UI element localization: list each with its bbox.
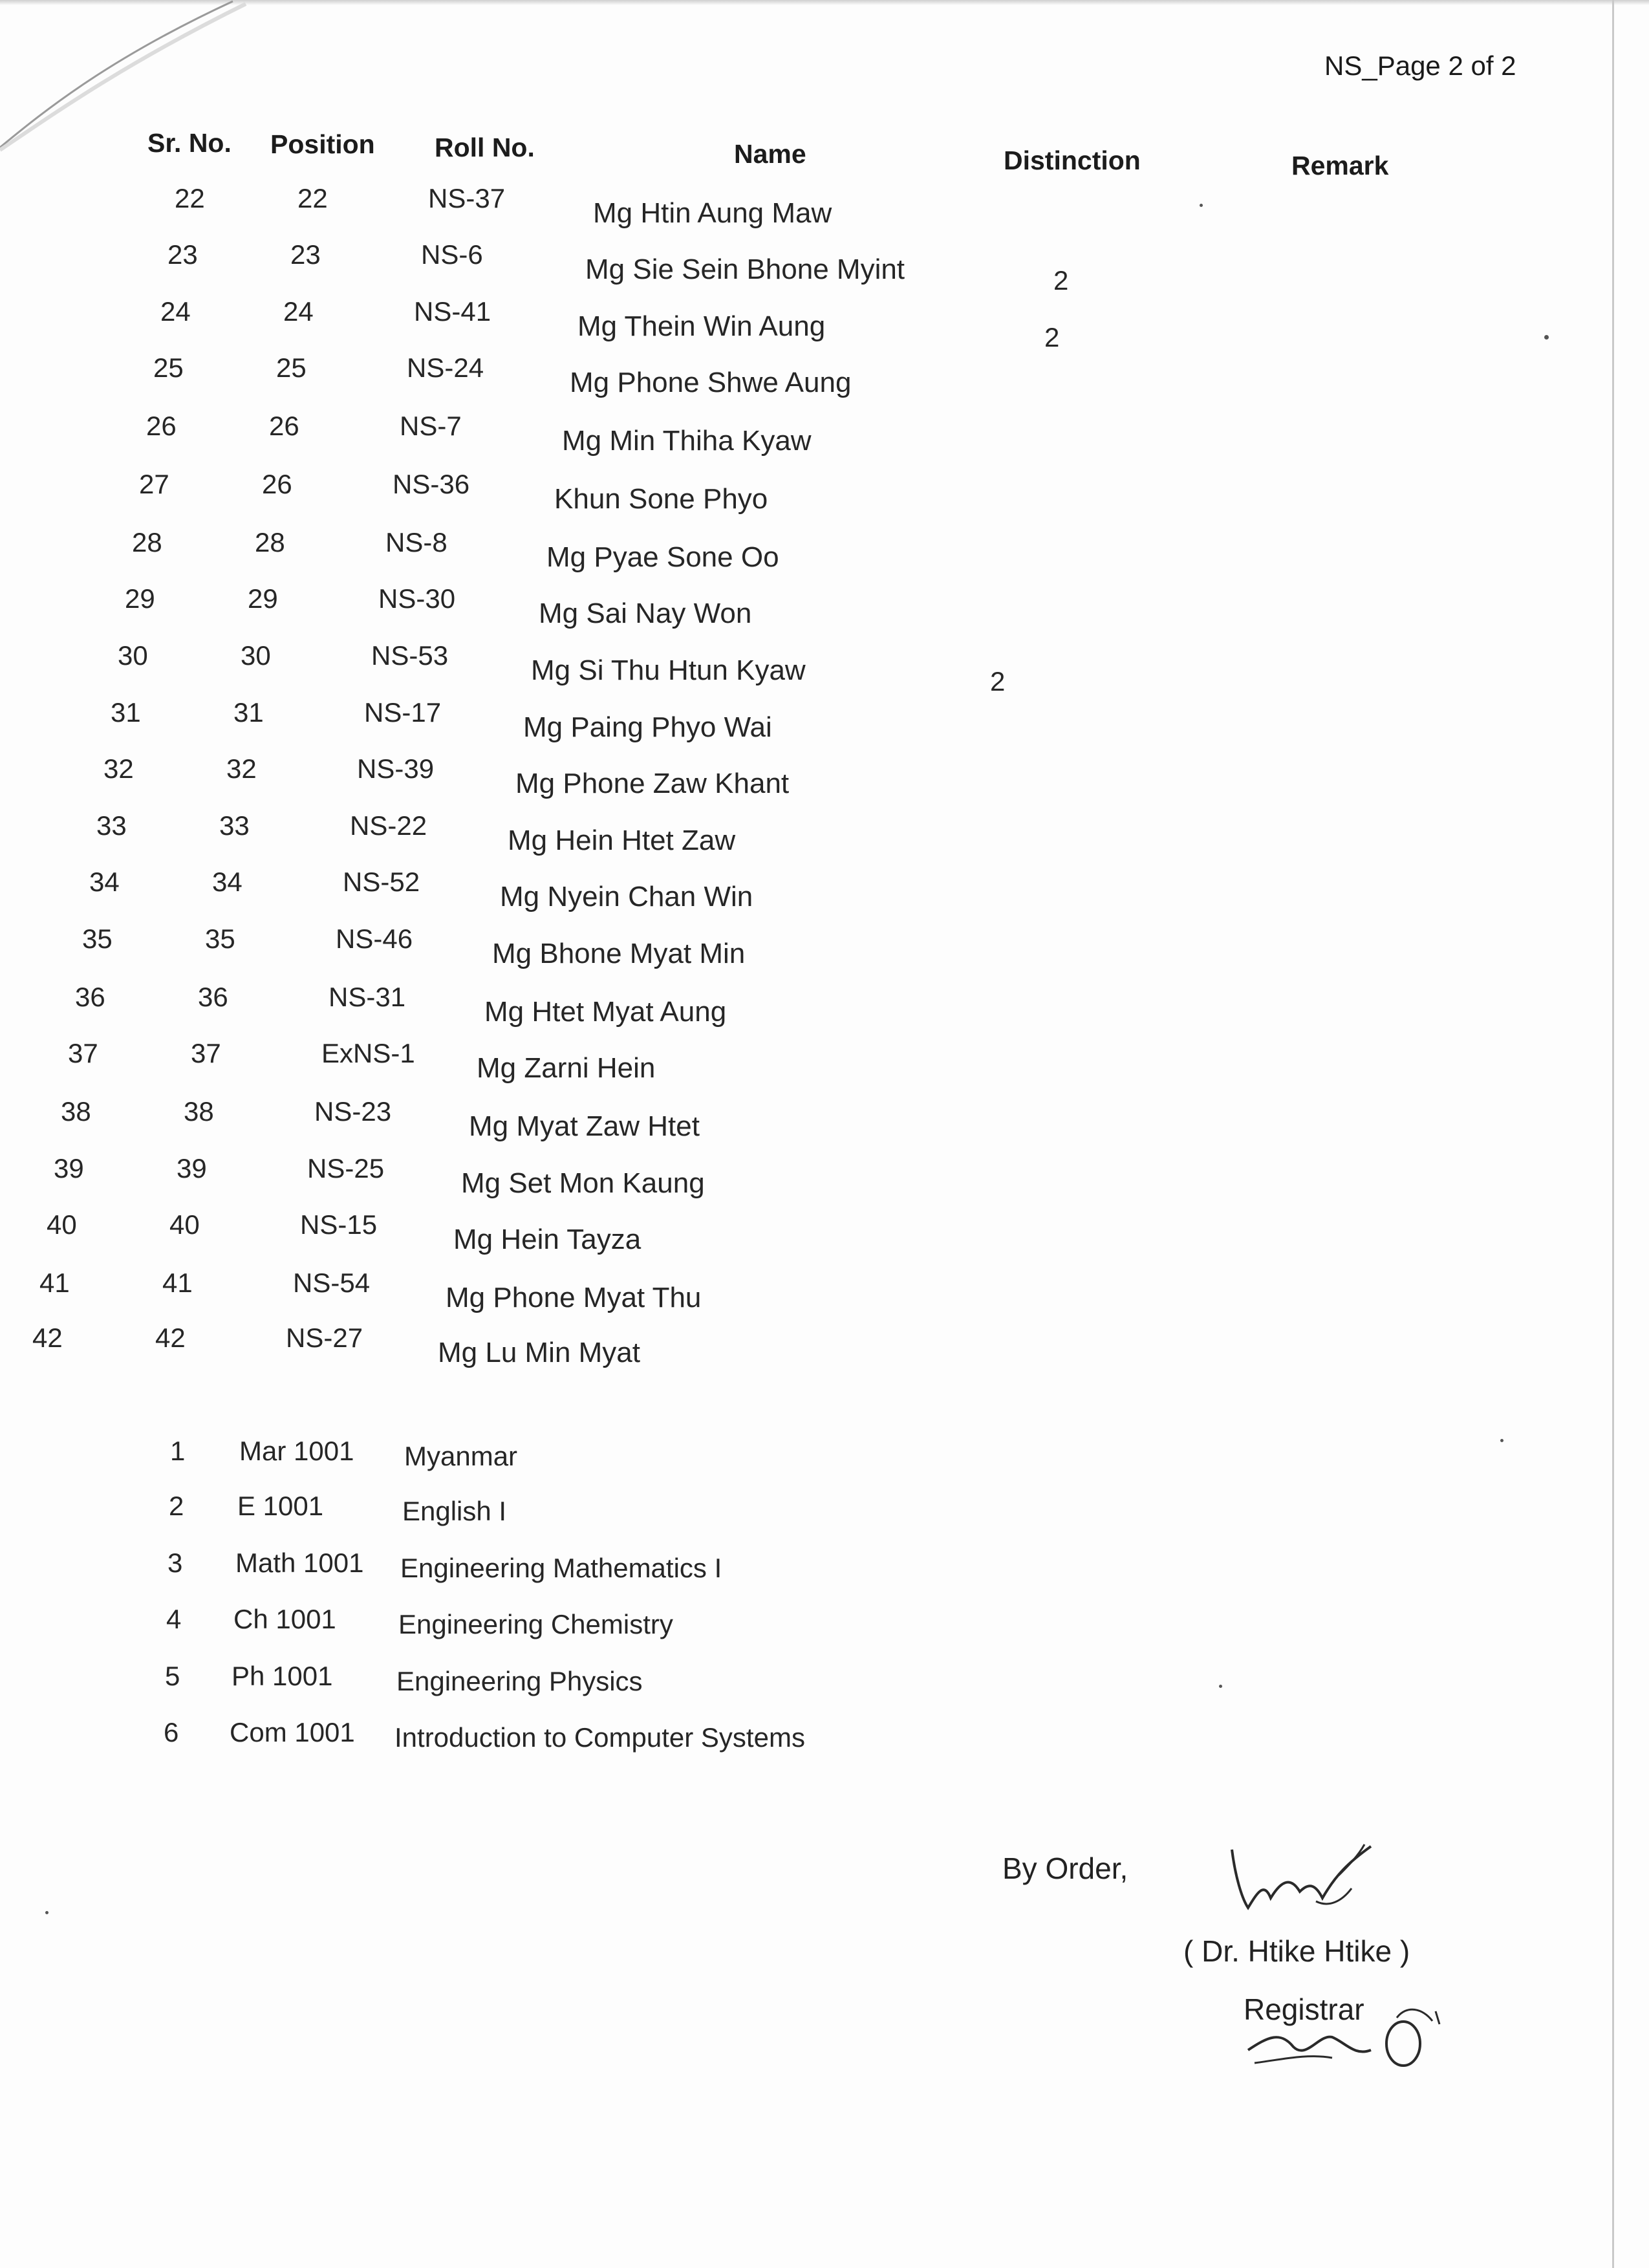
scan-speck — [1200, 204, 1203, 207]
row-position: 41 — [162, 1268, 193, 1298]
subject-title: Engineering Physics — [396, 1666, 643, 1696]
row-position: 28 — [255, 527, 285, 557]
row-position: 25 — [276, 352, 307, 383]
row-position: 26 — [262, 469, 292, 499]
row-name: Mg Sie Sein Bhone Myint — [585, 254, 905, 285]
row-sr-no: 38 — [61, 1096, 91, 1127]
scan-speck — [1544, 335, 1549, 340]
row-name: Mg Zarni Hein — [477, 1052, 656, 1084]
row-position: 38 — [184, 1096, 214, 1127]
subject-title: Engineering Mathematics I — [400, 1553, 722, 1583]
row-position: 23 — [290, 239, 321, 270]
subject-number: 2 — [169, 1491, 184, 1521]
row-roll-no: NS-27 — [286, 1323, 363, 1353]
subject-title: Myanmar — [404, 1441, 518, 1471]
row-roll-no: NS-6 — [421, 239, 483, 270]
row-name: Mg Sai Nay Won — [539, 598, 752, 629]
scan-speck — [45, 1911, 48, 1914]
row-position: 36 — [198, 982, 228, 1012]
row-distinction: 2 — [1044, 322, 1060, 352]
row-roll-no: NS-17 — [364, 697, 442, 728]
row-name: Mg Pyae Sone Oo — [546, 541, 779, 573]
row-sr-no: 28 — [132, 527, 162, 557]
row-roll-no: ExNS-1 — [321, 1038, 415, 1068]
row-position: 33 — [219, 810, 250, 841]
page-right-edge — [1612, 0, 1614, 2268]
column-header-name: Name — [734, 139, 806, 169]
row-name: Mg Min Thiha Kyaw — [562, 425, 812, 457]
row-roll-no: NS-15 — [300, 1209, 378, 1240]
by-order-text: By Order, — [1002, 1852, 1128, 1885]
row-sr-no: 36 — [75, 982, 105, 1012]
row-sr-no: 32 — [103, 753, 134, 784]
row-sr-no: 24 — [160, 296, 191, 327]
row-sr-no: 29 — [125, 583, 155, 614]
subject-number: 4 — [166, 1604, 182, 1634]
row-name: Mg Lu Min Myat — [438, 1337, 640, 1368]
row-sr-no: 41 — [39, 1268, 70, 1298]
row-name: Mg Phone Myat Thu — [446, 1282, 702, 1313]
row-position: 26 — [269, 411, 299, 441]
scan-speck — [1500, 1439, 1503, 1442]
row-position: 29 — [248, 583, 278, 614]
subject-code: Math 1001 — [235, 1548, 364, 1578]
row-name: Mg Myat Zaw Htet — [469, 1110, 700, 1142]
subject-number: 6 — [164, 1717, 179, 1747]
row-position: 40 — [169, 1209, 200, 1240]
scan-speck — [1219, 1685, 1222, 1688]
row-sr-no: 25 — [153, 352, 184, 383]
row-position: 34 — [212, 867, 242, 897]
column-header-position: Position — [270, 129, 375, 159]
row-name: Mg Htin Aung Maw — [593, 197, 832, 229]
subject-number: 1 — [170, 1436, 186, 1466]
row-roll-no: NS-52 — [343, 867, 420, 897]
row-roll-no: NS-53 — [371, 640, 449, 671]
row-roll-no: NS-24 — [407, 352, 484, 383]
row-roll-no: NS-36 — [393, 469, 470, 499]
subject-title: Introduction to Computer Systems — [394, 1722, 805, 1753]
row-sr-no: 27 — [139, 469, 169, 499]
subject-number: 5 — [165, 1661, 180, 1691]
row-position: 30 — [241, 640, 271, 671]
row-roll-no: NS-25 — [307, 1153, 385, 1183]
row-position: 32 — [226, 753, 257, 784]
row-sr-no: 40 — [47, 1209, 77, 1240]
column-header-distinction: Distinction — [1004, 146, 1141, 175]
row-name: Mg Nyein Chan Win — [500, 881, 753, 913]
row-name: Mg Htet Myat Aung — [484, 996, 727, 1028]
row-name: Mg Bhone Myat Min — [492, 938, 746, 969]
row-sr-no: 34 — [89, 867, 120, 897]
row-sr-no: 30 — [118, 640, 148, 671]
row-roll-no: NS-8 — [385, 527, 447, 557]
row-roll-no: NS-22 — [350, 810, 427, 841]
row-name: Mg Paing Phyo Wai — [523, 711, 772, 743]
subject-code: Mar 1001 — [239, 1436, 354, 1466]
row-sr-no: 26 — [146, 411, 177, 441]
initials-mark — [1242, 1998, 1455, 2089]
row-position: 39 — [177, 1153, 207, 1183]
row-distinction: 2 — [1053, 265, 1069, 296]
row-roll-no: NS-31 — [329, 982, 406, 1012]
row-position: 24 — [283, 296, 314, 327]
row-name: Khun Sone Phyo — [554, 483, 768, 515]
row-name: Mg Phone Shwe Aung — [570, 367, 852, 398]
column-header-roll-no: Roll No. — [435, 133, 535, 162]
row-sr-no: 31 — [111, 697, 141, 728]
row-name: Mg Thein Win Aung — [577, 310, 826, 342]
subject-title: English I — [402, 1496, 507, 1526]
signature-mark — [1219, 1837, 1387, 1927]
row-roll-no: NS-30 — [378, 583, 456, 614]
subject-code: Ch 1001 — [233, 1604, 336, 1634]
row-roll-no: NS-23 — [314, 1096, 392, 1127]
row-roll-no: NS-39 — [357, 753, 435, 784]
row-name: Mg Set Mon Kaung — [461, 1167, 705, 1199]
row-position: 31 — [233, 697, 264, 728]
page-label: NS_Page 2 of 2 — [1324, 50, 1516, 81]
subject-code: E 1001 — [237, 1491, 324, 1521]
row-sr-no: 22 — [175, 183, 205, 213]
registrar-title: Registrar — [1244, 1993, 1364, 2026]
row-roll-no: NS-46 — [336, 923, 413, 954]
row-distinction: 2 — [990, 666, 1006, 697]
subject-code: Ph 1001 — [232, 1661, 333, 1691]
row-position: 35 — [205, 923, 235, 954]
row-position: 22 — [297, 183, 328, 213]
row-roll-no: NS-54 — [293, 1268, 371, 1298]
column-header-remark: Remark — [1291, 151, 1389, 180]
row-sr-no: 37 — [68, 1038, 98, 1068]
subject-title: Engineering Chemistry — [398, 1609, 673, 1639]
row-position: 37 — [191, 1038, 221, 1068]
row-roll-no: NS-7 — [400, 411, 462, 441]
row-name: Mg Phone Zaw Khant — [515, 768, 790, 799]
row-sr-no: 42 — [32, 1323, 63, 1353]
row-position: 42 — [155, 1323, 186, 1353]
row-sr-no: 39 — [54, 1153, 84, 1183]
registrar-name: ( Dr. Htike Htike ) — [1183, 1934, 1410, 1968]
row-name: Mg Hein Htet Zaw — [508, 825, 736, 856]
row-name: Mg Hein Tayza — [453, 1224, 641, 1255]
row-roll-no: NS-41 — [414, 296, 491, 327]
row-sr-no: 23 — [167, 239, 198, 270]
row-name: Mg Si Thu Htun Kyaw — [531, 654, 806, 686]
row-sr-no: 35 — [82, 923, 113, 954]
row-sr-no: 33 — [96, 810, 127, 841]
subject-code: Com 1001 — [230, 1717, 355, 1747]
column-header-sr-no: Sr. No. — [147, 128, 232, 158]
row-roll-no: NS-37 — [428, 183, 506, 213]
subject-number: 3 — [167, 1548, 183, 1578]
